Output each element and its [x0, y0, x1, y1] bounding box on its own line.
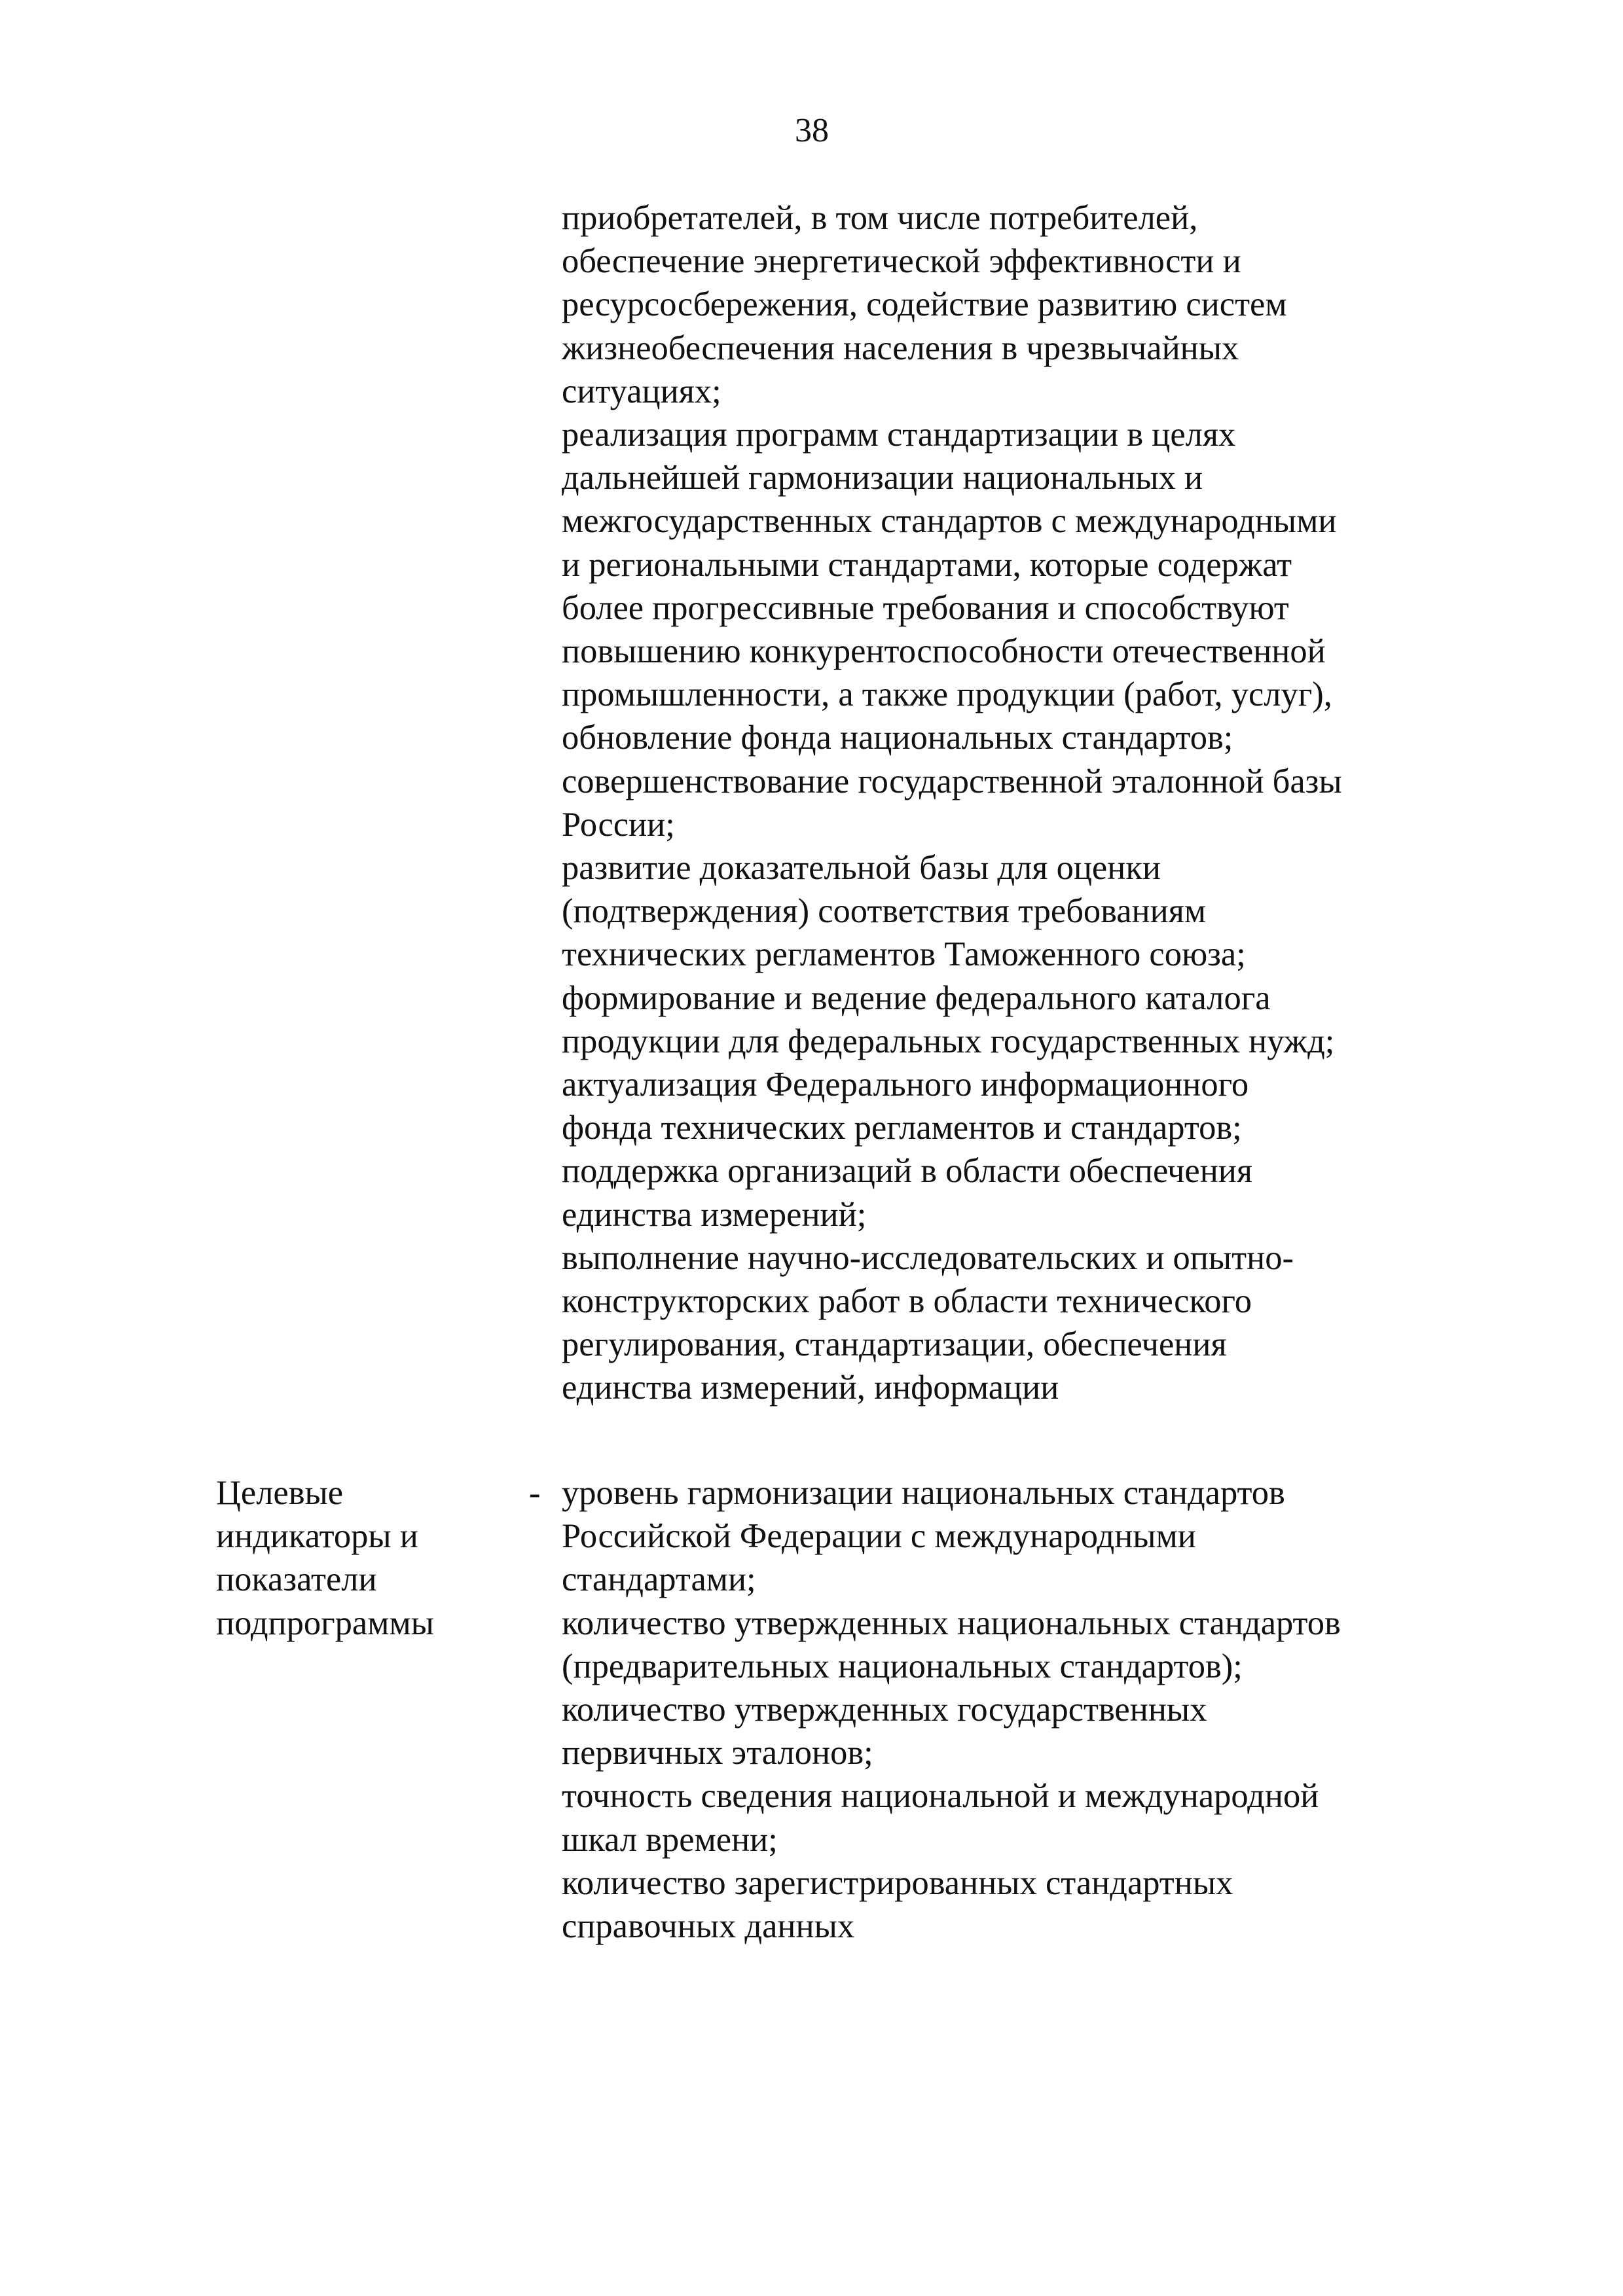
text-line: промышленности, а также продукции (работ, услуг),	[562, 675, 1332, 714]
section-label-line: подпрограммы	[216, 1604, 434, 1642]
text-line: ситуациях;	[562, 372, 721, 410]
item-line: количество зарегистрированных стандартных	[562, 1863, 1233, 1902]
text-line: обновление фонда национальных стандартов;	[562, 719, 1233, 757]
item-line: количество утвержденных государственных	[562, 1691, 1207, 1729]
section-dash: -	[529, 1474, 541, 1512]
text-line: реализация программ стандартизации в целях	[562, 416, 1236, 454]
text-line: обеспечение энергетической эффективности и	[562, 242, 1241, 281]
text-line: выполнение научно-исследовательских и опытно-	[562, 1238, 1294, 1277]
text-line: России;	[562, 805, 675, 844]
section-label-line: индикаторы и	[216, 1517, 418, 1556]
text-line: (подтверждения) соответствия требованиям	[562, 892, 1207, 931]
section-items	[562, 1471, 1491, 1948]
item-line: справочных данных	[562, 1907, 855, 1946]
text-line: и региональными стандартами, которые содержат	[562, 545, 1292, 584]
item-line: шкал времени;	[562, 1820, 778, 1859]
item-line: точность сведения национальной и международной	[562, 1777, 1319, 1816]
item-line: количество утвержденных национальных стандартов	[562, 1604, 1341, 1642]
item-line: первичных эталонов;	[562, 1734, 873, 1772]
text-line: дальнейшей гармонизации национальных и	[562, 459, 1203, 497]
section-label-line: Целевые	[216, 1474, 344, 1512]
item-line: стандартами;	[562, 1560, 756, 1599]
text-line: совершенствование государственной эталонной базы	[562, 762, 1342, 800]
item-line: (предварительных национальных стандартов);	[562, 1647, 1243, 1685]
text-line: жизнеобеспечения населения в чрезвычайных	[562, 329, 1239, 367]
text-line: единства измерений, информации	[562, 1369, 1059, 1407]
text-line: фонда технических регламентов и стандартов;	[562, 1109, 1242, 1147]
text-line: регулирования, стандартизации, обеспечения	[562, 1325, 1227, 1364]
text-line: приобретателей, в том числе потребителей,	[562, 199, 1198, 237]
text-line: продукции для федеральных государственных нужд;	[562, 1022, 1335, 1060]
text-line: ресурсосбережения, содействие развитию систем	[562, 285, 1287, 324]
text-line: поддержка организаций в области обеспечения	[562, 1152, 1253, 1191]
continuation-text-block	[562, 196, 1491, 1410]
text-line: формирование и ведение федерального каталога	[562, 978, 1271, 1017]
text-line: повышению конкурентоспособности отечественной	[562, 632, 1326, 671]
text-line: конструкторских работ в области технического	[562, 1282, 1252, 1321]
text-line: технических регламентов Таможенного союза;	[562, 935, 1246, 974]
text-line: актуализация Федерального информационного	[562, 1066, 1249, 1104]
section-label-line: показатели	[216, 1560, 377, 1599]
text-line: единства измерений;	[562, 1195, 867, 1234]
item-line: уровень гармонизации национальных стандартов	[562, 1474, 1285, 1512]
text-line: развитие доказательной базы для оценки	[562, 849, 1161, 888]
page-number: 38	[795, 112, 829, 149]
text-line: межгосударственных стандартов с международными	[562, 502, 1337, 541]
item-line: Российской Федерации с международными	[562, 1517, 1196, 1556]
section-label	[216, 1471, 504, 1645]
text-line: более прогрессивные требования и способствуют	[562, 588, 1289, 627]
